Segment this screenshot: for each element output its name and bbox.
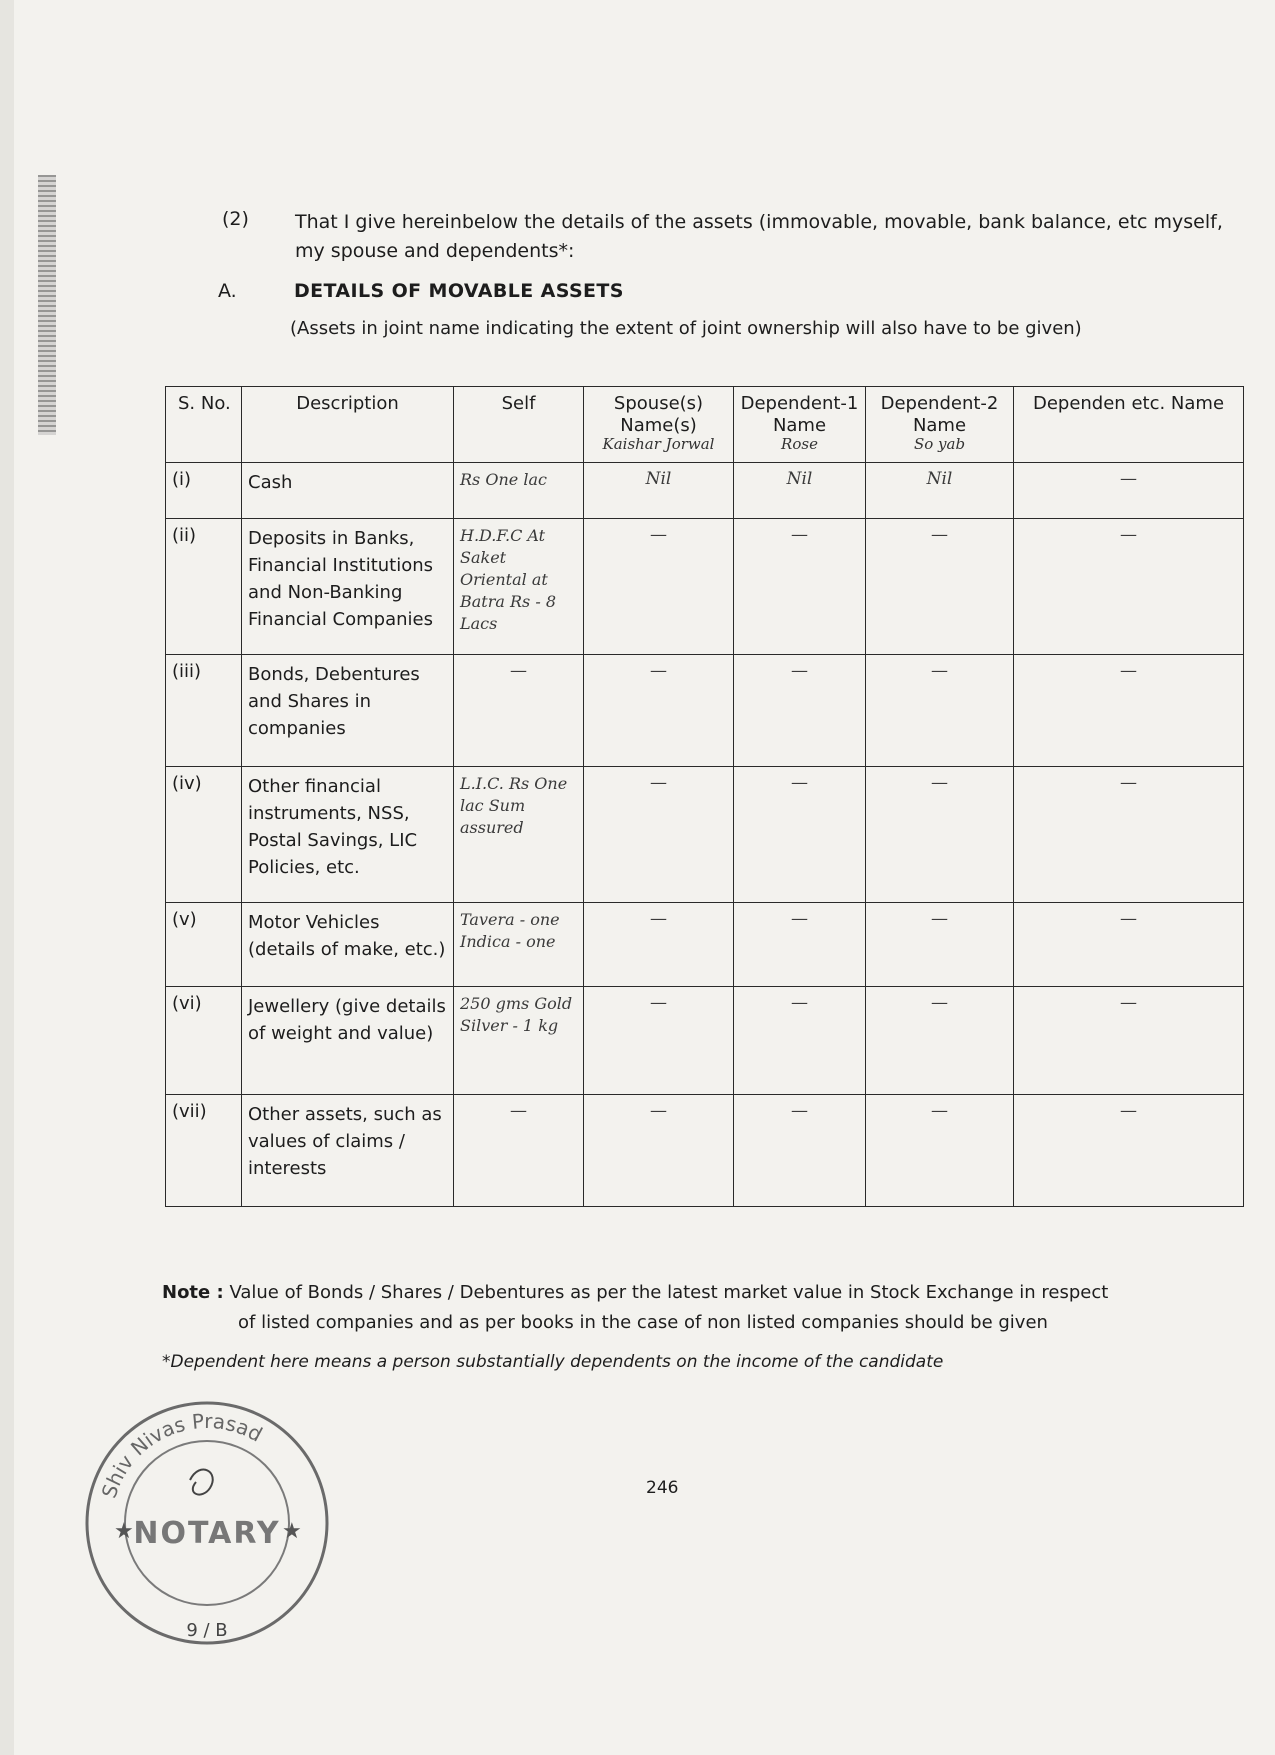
row-description: Deposits in Banks, Financial Institutions and Non-Banking Financial Companies bbox=[242, 519, 454, 655]
row-description: Cash bbox=[242, 463, 454, 519]
stamp-center-text: NOTARY bbox=[133, 1516, 281, 1551]
table-row bbox=[166, 903, 1244, 987]
row-dependent-3-value: — bbox=[1014, 1095, 1244, 1207]
row-dependent-3-value: — bbox=[1014, 655, 1244, 767]
table-row bbox=[166, 987, 1244, 1095]
row-self-value: L.I.C. Rs One lac Sum assured bbox=[454, 767, 584, 903]
row-dependent-2-value: Nil bbox=[866, 463, 1014, 519]
row-dependent-3-value: — bbox=[1014, 903, 1244, 987]
header-dependent-1-label: Dependent-1 Name bbox=[740, 393, 859, 436]
header-dependent-3: Dependen etc. Name bbox=[1014, 387, 1244, 463]
row-dependent-1-value: — bbox=[734, 1095, 866, 1207]
row-dependent-2-value: — bbox=[866, 767, 1014, 903]
row-dependent-2-value: — bbox=[866, 903, 1014, 987]
row-sno: (iii) bbox=[166, 655, 242, 767]
notary-stamp bbox=[72, 1388, 342, 1658]
section-subtitle: (Assets in joint name indicating the extent of joint ownership will also have to be given) bbox=[290, 318, 1082, 339]
row-self-value: — bbox=[454, 1095, 584, 1207]
row-dependent-1-value: — bbox=[734, 767, 866, 903]
table-row bbox=[166, 519, 1244, 655]
row-spouse-value: — bbox=[584, 767, 734, 903]
note bbox=[162, 1278, 1252, 1333]
row-self-value: — bbox=[454, 655, 584, 767]
row-sno: (v) bbox=[166, 903, 242, 987]
row-sno: (vii) bbox=[166, 1095, 242, 1207]
row-sno: (ii) bbox=[166, 519, 242, 655]
stamp-signature bbox=[190, 1470, 213, 1495]
row-dependent-2-value: — bbox=[866, 519, 1014, 655]
table-header-row bbox=[166, 387, 1244, 463]
row-spouse-value: — bbox=[584, 903, 734, 987]
stamp-star-left: ★ bbox=[114, 1519, 134, 1544]
row-self-value: H.D.F.C At Saket Oriental at Batra Rs - 8 Lacs bbox=[454, 519, 584, 655]
row-description: Jewellery (give details of weight and value) bbox=[242, 987, 454, 1095]
row-dependent-1-value: — bbox=[734, 903, 866, 987]
row-spouse-value: — bbox=[584, 519, 734, 655]
page-number: 246 bbox=[646, 1478, 679, 1498]
row-spouse-value: Nil bbox=[584, 463, 734, 519]
row-sno: (i) bbox=[166, 463, 242, 519]
header-sno: S. No. bbox=[166, 387, 242, 463]
header-spouse-name: Kaishar Jorwal bbox=[602, 435, 715, 453]
header-spouse-label: Spouse(s) Name(s) bbox=[613, 393, 704, 436]
row-dependent-3-value: — bbox=[1014, 767, 1244, 903]
row-dependent-1-value: — bbox=[734, 655, 866, 767]
table-row bbox=[166, 463, 1244, 519]
movable-assets-table bbox=[165, 386, 1244, 1207]
header-dependent-2-label: Dependent-2 Name bbox=[880, 393, 999, 436]
row-self-value: Tavera - one Indica - one bbox=[454, 903, 584, 987]
note-line-2: of listed companies and as per books in the case of non listed companies should be given bbox=[238, 1312, 1048, 1333]
row-dependent-1-value: Nil bbox=[734, 463, 866, 519]
row-description: Motor Vehicles (details of make, etc.) bbox=[242, 903, 454, 987]
row-dependent-2-value: — bbox=[866, 655, 1014, 767]
row-self-value: Rs One lac bbox=[454, 463, 584, 519]
stamp-star-right: ★ bbox=[282, 1519, 302, 1544]
row-spouse-value: — bbox=[584, 1095, 734, 1207]
header-dependent-2-name: So yab bbox=[913, 435, 966, 453]
footnote: *Dependent here means a person substantially dependents on the income of the candidate bbox=[162, 1352, 944, 1372]
row-sno: (vi) bbox=[166, 987, 242, 1095]
table-row bbox=[166, 767, 1244, 903]
row-description: Other financial instruments, NSS, Postal Savings, LIC Policies, etc. bbox=[242, 767, 454, 903]
section-letter: A. bbox=[218, 280, 237, 302]
row-dependent-2-value: — bbox=[866, 987, 1014, 1095]
row-dependent-2-value: — bbox=[866, 1095, 1014, 1207]
row-spouse-value: — bbox=[584, 987, 734, 1095]
header-dependent-2 bbox=[866, 387, 1014, 463]
row-self-value: 250 gms Gold Silver - 1 kg bbox=[454, 987, 584, 1095]
header-self: Self bbox=[454, 387, 584, 463]
binding-mark bbox=[38, 175, 56, 435]
row-dependent-1-value: — bbox=[734, 519, 866, 655]
row-dependent-1-value: — bbox=[734, 987, 866, 1095]
row-description: Other assets, such as values of claims / interests bbox=[242, 1095, 454, 1207]
header-spouse bbox=[584, 387, 734, 463]
section-title: DETAILS OF MOVABLE ASSETS bbox=[294, 280, 624, 302]
row-spouse-value: — bbox=[584, 655, 734, 767]
note-label: Note : bbox=[162, 1282, 224, 1303]
header-description: Description bbox=[242, 387, 454, 463]
intro-text: That I give hereinbelow the details of the assets (immovable, movable, bank balance, etc myself, my spouse and dependents*: bbox=[295, 211, 1223, 262]
table-row bbox=[166, 1095, 1244, 1207]
stamp-bottom-text: 9 / B bbox=[186, 1620, 228, 1641]
header-dependent-1-name: Rose bbox=[781, 435, 818, 453]
stamp-ring-text: Shiv Nivas Prasad bbox=[96, 1408, 267, 1501]
note-line-1: Value of Bonds / Shares / Debentures as per the latest market value in Stock Exchange in respect bbox=[229, 1282, 1109, 1303]
row-dependent-3-value: — bbox=[1014, 519, 1244, 655]
row-description: Bonds, Debentures and Shares in companies bbox=[242, 655, 454, 767]
row-dependent-3-value: — bbox=[1014, 987, 1244, 1095]
header-dependent-1 bbox=[734, 387, 866, 463]
row-sno: (iv) bbox=[166, 767, 242, 903]
intro-number: (2) bbox=[222, 208, 249, 230]
table-row bbox=[166, 655, 1244, 767]
row-dependent-3-value: — bbox=[1014, 463, 1244, 519]
